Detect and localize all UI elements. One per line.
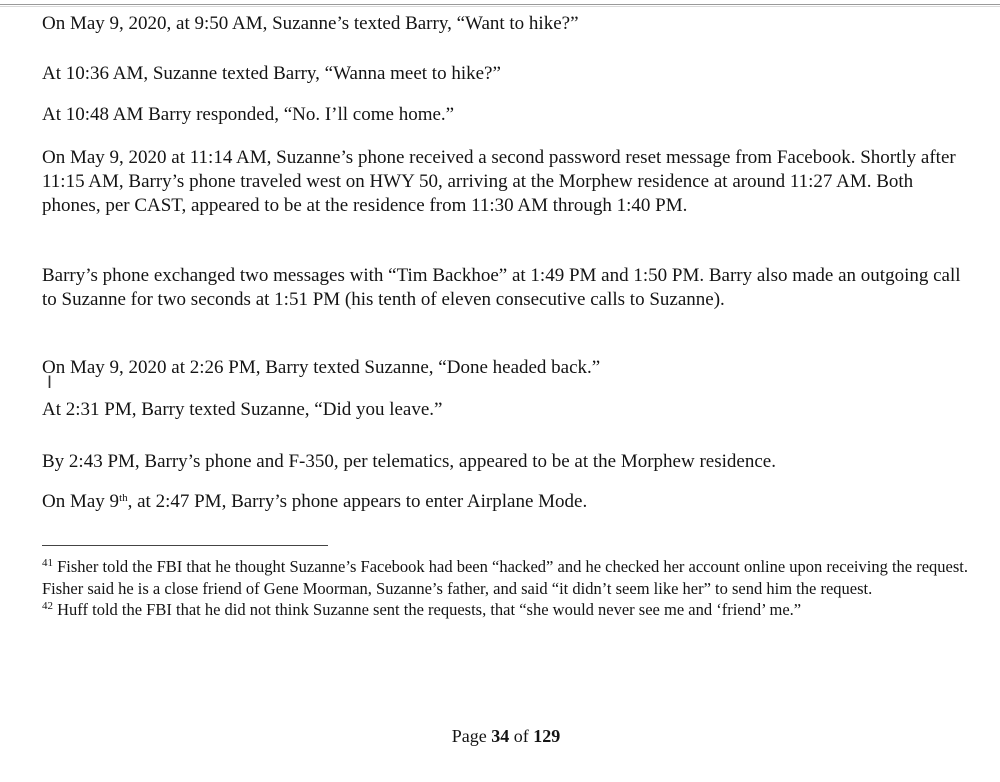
footnote-42-text: Huff told the FBI that he did not think Suzanne sent the requests, that “she would never see me and ‘friend’ me.” [53,600,802,619]
page-number: 34 [491,726,510,746]
page-label: Page [451,726,492,746]
footnote-41 [42,556,977,599]
text-cursor-icon: I [47,373,53,393]
paragraph-6: On May 9, 2020 at 2:26 PM, Barry texted Suzanne, “Done headed back.” [42,357,601,378]
top-divider [0,4,1000,5]
page-footer [0,725,1000,747]
ordinal-superscript: th [119,492,128,504]
footnote-separator [42,545,328,546]
paragraph-1: On May 9, 2020, at 9:50 AM, Suzanne’s texted Barry, “Want to hike?” [42,13,579,34]
paragraph-8: By 2:43 PM, Barry’s phone and F-350, per telematics, appeared to be at the Morphew residence. [42,451,776,472]
paragraph-9-end: , at 2:47 PM, Barry’s phone appears to enter Airplane Mode. [127,491,588,512]
page-total: 129 [533,726,561,746]
page-of-label: of [509,726,534,746]
paragraph-9 [42,490,974,514]
paragraph-3: At 10:48 AM Barry responded, “No. I’ll come home.” [42,104,455,125]
footnote-41-text: Fisher told the FBI that he thought Suzanne’s Facebook had been “hacked” and he checked her account online upon receiving the request. Fisher said he is a close friend of Gene Moorman, Suzanne’s father, and said “it didn’t seem like her” to send him the request. [42,557,968,598]
paragraph-2: At 10:36 AM, Suzanne texted Barry, “Wanna meet to hike?” [42,63,501,84]
paragraph-7: At 2:31 PM, Barry texted Suzanne, “Did you leave.” [42,399,443,420]
footnotes [42,556,977,621]
footnote-42-marker: 42 [42,600,53,612]
paragraph-9-start: On May 9 [42,491,120,512]
paragraph-4: On May 9, 2020 at 11:14 AM, Suzanne’s phone received a second password reset message from Facebook. Shortly after 11:15 AM, Barry’s phone traveled west on HWY 50, arriving at the Morphew residence at around 11:27 AM. Both phones, per CAST, appeared to be at the residence from 11:30 AM through 1:40 PM. [42,147,956,216]
paragraph-5: Barry’s phone exchanged two messages with “Tim Backhoe” at 1:49 PM and 1:50 PM. Barry also made an outgoing call to Suzanne for two seconds at 1:51 PM (his tenth of eleven consecutive calls to Suzanne). [42,265,961,310]
footnote-41-marker: 41 [42,557,53,569]
footnote-42 [42,599,977,621]
